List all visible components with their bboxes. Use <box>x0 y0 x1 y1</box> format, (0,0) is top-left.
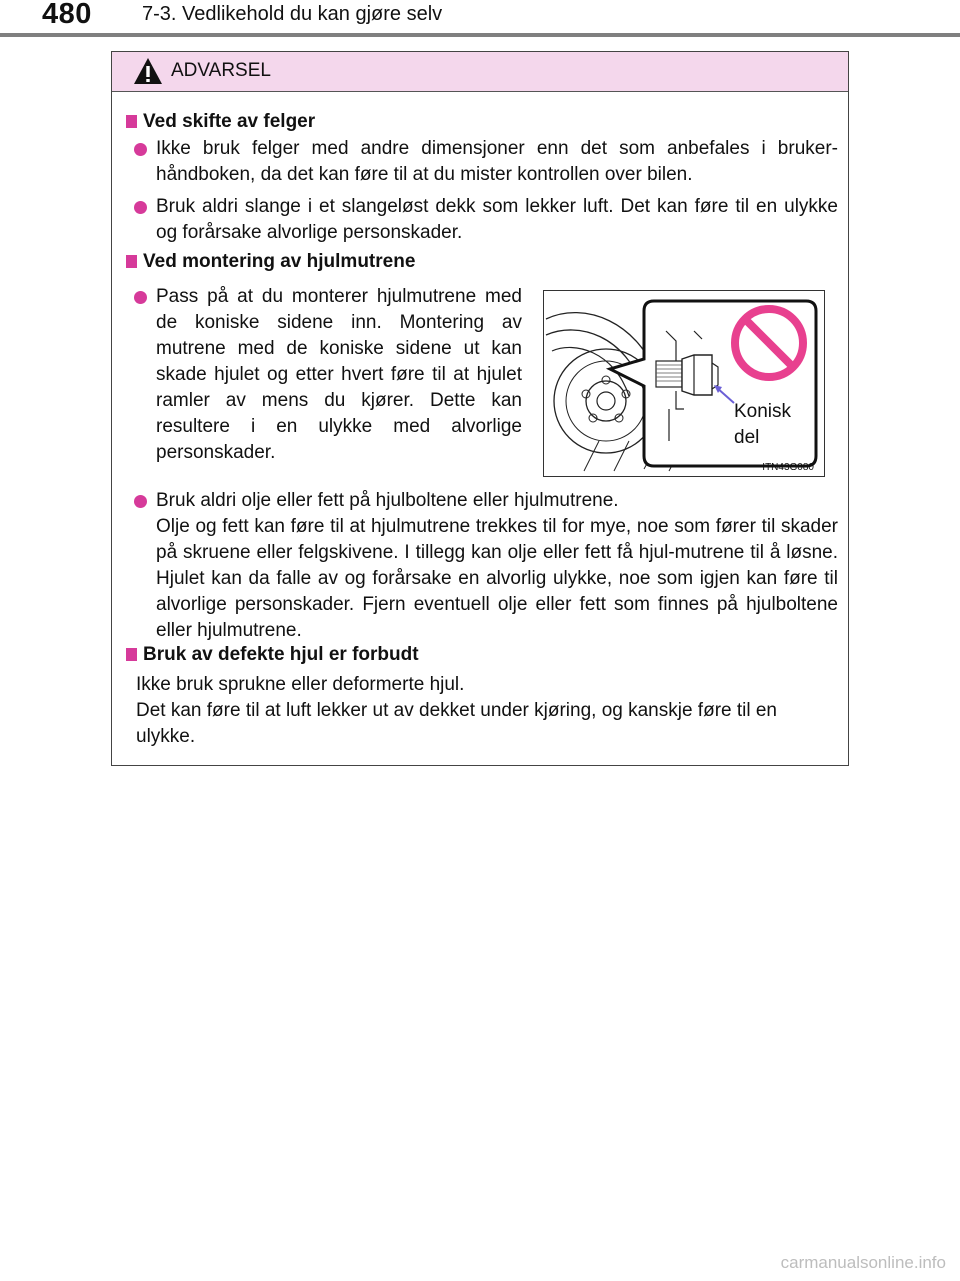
watermark: carmanualsonline.info <box>780 1253 946 1272</box>
section-heading-rims <box>126 111 315 133</box>
section-title: 7-3. Vedlikehold du kan gjøre selv <box>142 3 443 25</box>
bullet-text: Bruk aldri olje eller fett på hjulboltene eller hjulmutrene. <box>156 490 619 511</box>
page-number: 480 <box>42 0 92 30</box>
heading-text: Bruk av defekte hjul er forbudt <box>143 644 419 665</box>
page-header <box>0 0 960 40</box>
wheel-nut-figure <box>543 290 825 477</box>
warning-label: ADVARSEL <box>171 60 271 81</box>
figure-caption: ITN43G080 <box>762 462 814 473</box>
bullet-text: Pass på at du monterer hjulmutrene med de koniske sidene inn. Montering av mutrene med de koniske sidene ut kan skade hjulet og etter hvert føre til at hjulet ramler av mens du kjører. Dette kan resultere i en ulykke med alvorlige personskader. <box>156 286 522 463</box>
bullet-dot-icon <box>134 291 147 304</box>
warning-box <box>111 51 849 766</box>
bullet-text: Ikke bruk felger med andre dimensjoner enn det som anbefales i bruker-håndboken, da det kan føre til at du mister kontrollen over bilen. <box>156 138 838 185</box>
square-bullet-icon <box>126 648 137 661</box>
section-heading-defective <box>126 644 419 666</box>
square-bullet-icon <box>126 115 137 128</box>
bullet-dot-icon <box>134 143 147 156</box>
bullet-item <box>134 194 838 246</box>
bullet-dot-icon <box>134 495 147 508</box>
header-rule <box>0 33 960 37</box>
defective-text: Ikke bruk sprukne eller deformerte hjul. Det kan føre til at luft lekker ut av dekket under kjøring, og kanskje føre til en ulykke. <box>136 674 777 747</box>
bullet-text-continued: Olje og fett kan føre til at hjulmutrene trekkes til for mye, noe som fører til skader på skruene eller felgskivene. I tillegg kan olje eller fett få hjul-mutrene til å løsne. Hjulet kan da falle av og forårsake en alvorlig ulykke, noe som igjen kan føre til alvorlige personskader. Fjern eventuell olje eller fett som finnes på hjulboltene eller hjulmutrene. <box>156 516 838 641</box>
section-heading-nuts <box>126 251 415 273</box>
bullet-item <box>134 136 838 188</box>
warning-header <box>112 52 848 92</box>
bullet-dot-icon <box>134 201 147 214</box>
bullet-item <box>134 284 522 466</box>
bullet-item <box>134 488 838 644</box>
bullet-text: Bruk aldri slange i et slangeløst dekk som lekker luft. Det kan føre til en ulykke og forårsake alvorlige personskader. <box>156 196 838 243</box>
warning-triangle-icon <box>133 57 163 85</box>
conical-part-label: Konisk del <box>734 401 792 448</box>
heading-text: Ved montering av hjulmutrene <box>143 251 416 272</box>
square-bullet-icon <box>126 255 137 268</box>
heading-text: Ved skifte av felger <box>143 111 316 132</box>
